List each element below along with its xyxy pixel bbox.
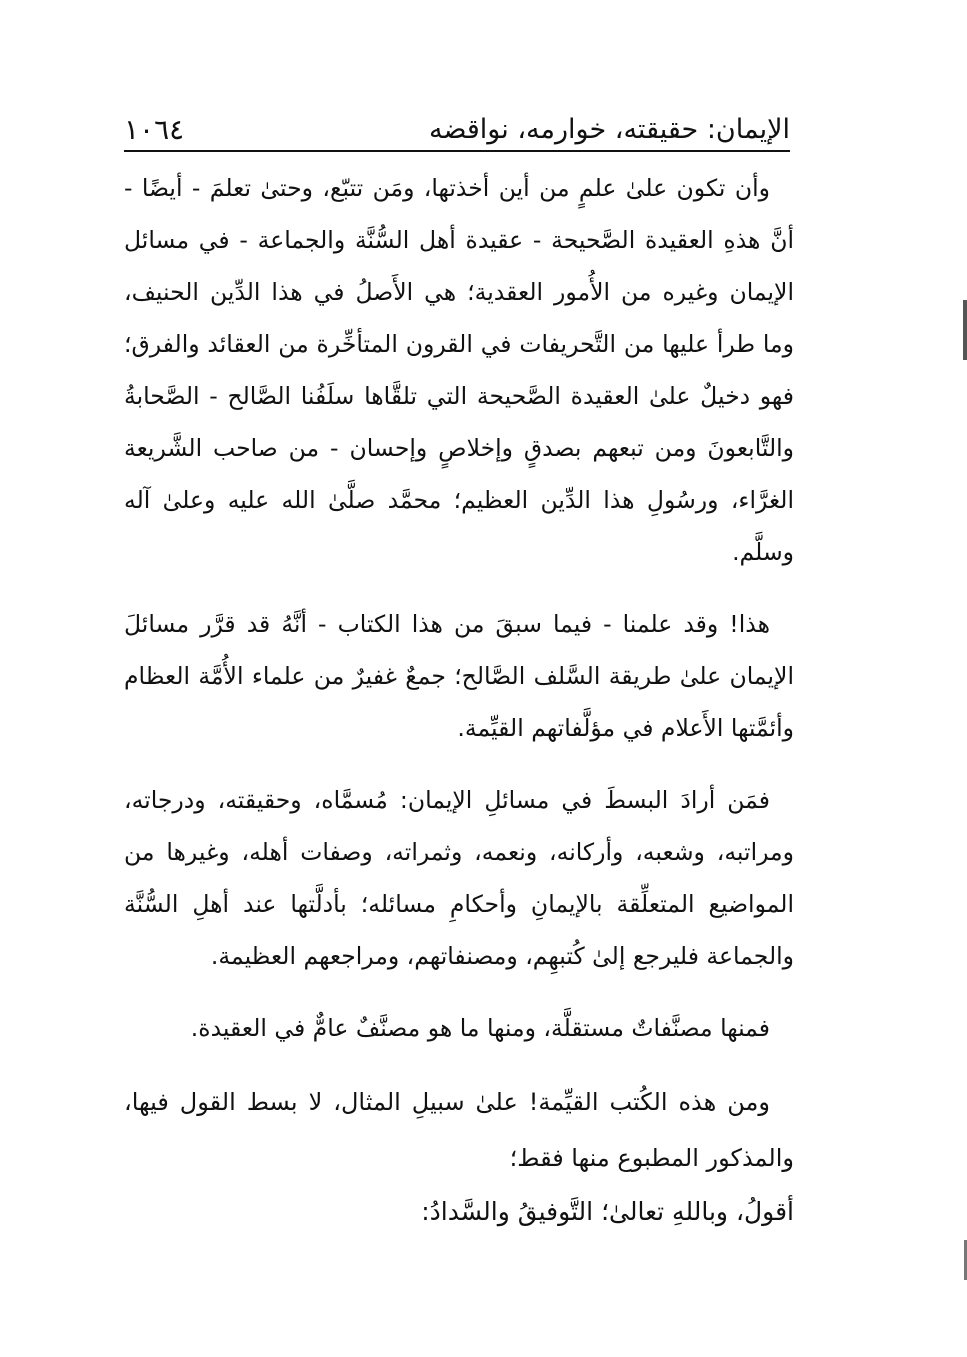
paragraph-1: وأن تكون علىٰ علمٍ من أين أخذتها، ومَن تتبّع، وحتىٰ تعلمَ - أيضًا - أنَّ هذهِ العقيدة الصَّحيحة - عقيدة أهل السُّنَّة والجماعة - في مسائل الإيمان وغيره من الأُمور العقدية؛ هي الأَصلُ في هذا الدِّين الحنيف، وما طرأ عليها من التَّحريفات في القرون المتأخِّرة من العقائد والفرق؛ فهو دخيلٌ علىٰ العقيدة الصَّحيحة التي تلقَّاها سلَفُنا الصَّالح - الصَّحابةُ والتَّابعونَ ومن تبعهم بصدقٍ وإخلاصٍ وإحسان - من صاحب الشَّريعة الغرَّاء، ورسُولِ هذا الدِّين العظيم؛ محمَّد صلَّىٰ الله عليه وعلىٰ آله وسلَّم. [124,174,794,566]
paragraph-6: أقولُ، وباللهِ تعالىٰ؛ التَّوفيقُ والسَّدادُ: [421,1197,794,1226]
running-title: الإيمان: حقيقته، خوارمه، نواقضه [428,114,790,145]
paragraph-gap [124,982,794,1002]
header-rule [124,150,790,152]
scan-edge-mark [963,300,967,360]
paragraph-gap [124,754,794,774]
paragraph-3: فمَن أرادَ البسطَ في مسائلِ الإيمان: مُسمَّاه، وحقيقته، ودرجاته، ومراتبه، وشعبه، وأركانه، ونعمه، وثمراته، وصفات أهله، وغيرها من المواضيع المتعلِّقة بالإيمانِ وأحكامِ مسائله؛ بأدلَّتها عند أهلِ السُّنَّة والجماعة فليرجع إلىٰ كُتبهِم، ومصنفاتهم، ومراجعهم العظيمة. [124,786,794,970]
paragraph-gap [124,578,794,598]
paragraph-gap [124,1054,794,1074]
paragraph-2: هذا! وقد علمنا - فيما سبقَ من هذا الكتاب - أنَّهُ قد قرَّر مسائلَ الإيمان علىٰ طريقة السَّلف الصَّالح؛ جمعٌ غفيرٌ من علماء الأُمَّة العظام وأئمَّتها الأَعلام في مؤلَّفاتهم القيِّمة. [124,610,794,742]
page-body [124,162,794,1238]
page-number: ١٠٦٤ [124,113,185,146]
paragraph-4: فمنها مصنَّفاتٌ مستقلَّة، ومنها ما هو مصنَّفٌ عامٌّ في العقيدة. [190,1014,770,1042]
paragraph-5: ومن هذه الكُتب القيِّمة! علىٰ سبيلِ المثال، لا بسط القول فيها، والمذكور المطبوع منها فقط؛ [124,1088,794,1172]
page-header [124,112,790,152]
